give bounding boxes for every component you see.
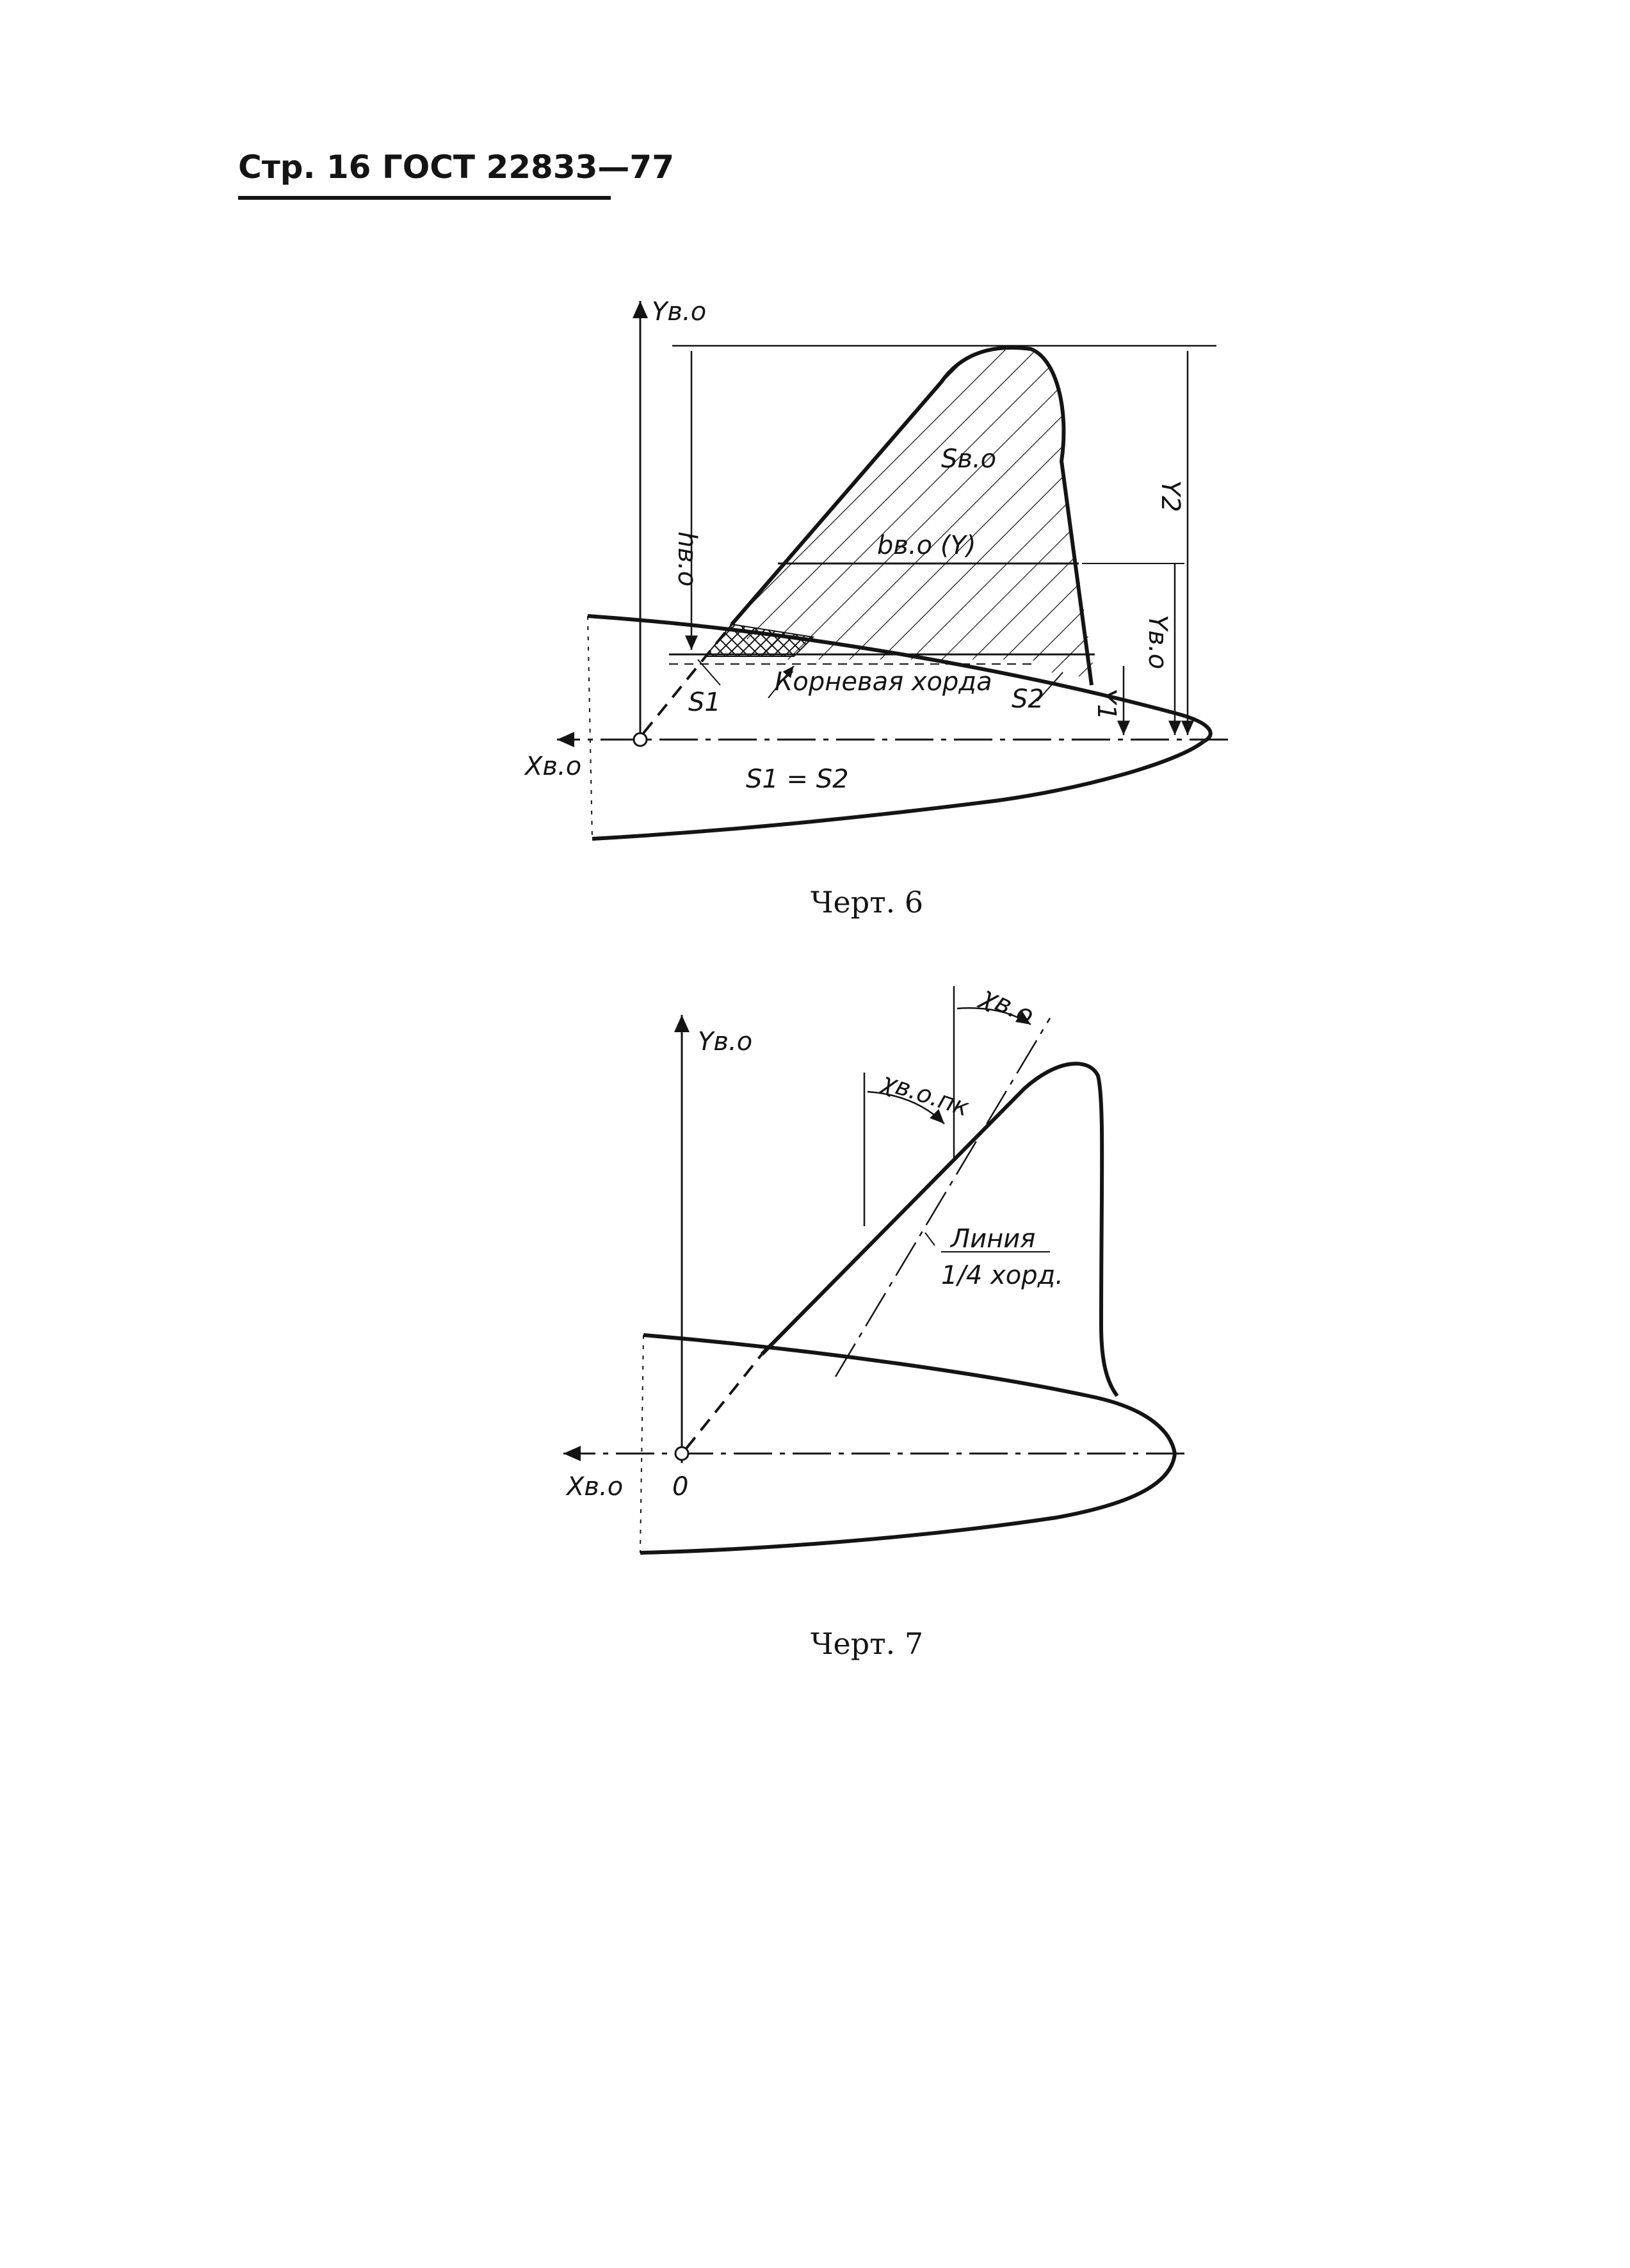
fig7-origin-point	[675, 1447, 688, 1460]
fig7-le-extension	[686, 1354, 762, 1448]
s2-label: S2	[1012, 684, 1044, 714]
sweep-le-label: χв.о.пк	[878, 1067, 973, 1122]
y2-label: Y2	[1156, 480, 1185, 512]
s1-label: S1	[688, 688, 721, 717]
figure-6	[524, 297, 1228, 839]
figure-7	[563, 981, 1184, 1553]
equality-label: S1 = S2	[746, 765, 849, 794]
height-label: hв.о	[672, 531, 702, 587]
line-quarter-label: 1/4 хорд.	[941, 1261, 1063, 1290]
fig7-origin-label: 0	[672, 1472, 689, 1502]
chord-label: bв.о (Y)	[877, 531, 976, 560]
quarter-chord-leader	[925, 1233, 935, 1245]
sweep-label: χв.о	[976, 981, 1038, 1031]
area-label: Sв.о	[941, 444, 997, 474]
figure-7-caption: Черт. 7	[811, 1626, 924, 1661]
fig7-fuselage-upper	[643, 1335, 1175, 1454]
y1-label: Y1	[1092, 688, 1121, 720]
line-word-label: Линия	[951, 1224, 1036, 1254]
figure-6-caption: Черт. 6	[811, 885, 924, 919]
fig7-x-axis-label: Xв.о	[567, 1472, 624, 1502]
fig7-y-axis-label: Yв.о	[698, 1027, 753, 1057]
fig7-fuselage-lower	[640, 1454, 1175, 1553]
fig7-fuselage-break	[640, 1335, 643, 1553]
quarter-chord-line	[835, 1018, 1050, 1377]
fin-area-hatch	[732, 348, 1092, 660]
page-number: Стр. 16	[238, 149, 371, 186]
fuselage-lower	[592, 741, 1204, 839]
fuselage-break	[588, 616, 592, 839]
standard-number: ГОСТ 22833—77	[382, 149, 674, 186]
origin-point	[634, 733, 647, 746]
root-chord-label: Корневая хорда	[775, 667, 992, 697]
yvo-label: Yв.о	[1143, 615, 1172, 670]
fig6-y-axis-label: Yв.о	[652, 297, 707, 327]
fig6-x-axis-label: Xв.о	[525, 752, 582, 781]
